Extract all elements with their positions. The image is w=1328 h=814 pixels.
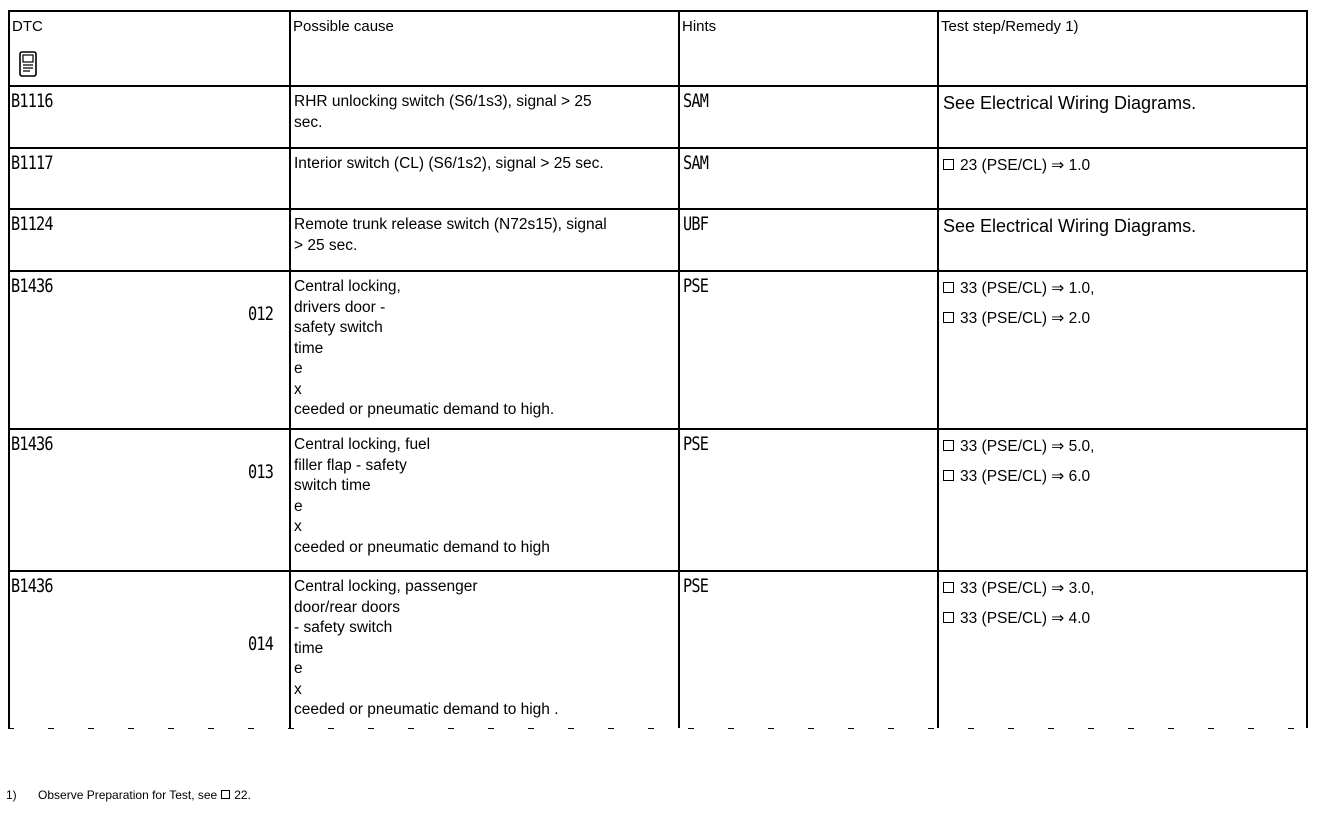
- page-ref-icon: [943, 312, 954, 323]
- row-divider: [8, 270, 1306, 272]
- cause-line: e: [294, 497, 303, 515]
- column-divider: [937, 10, 939, 728]
- cause-line: > 25 sec.: [294, 236, 358, 254]
- cause-line: safety switch: [294, 319, 383, 336]
- hint-code: [683, 91, 714, 113]
- cause-line: - safety switch: [294, 619, 393, 636]
- possible-cause: [294, 92, 673, 133]
- remedy-text: 33 (PSE/CL) ⇒ 3.0,: [960, 580, 1095, 597]
- footnote-text: Observe Preparation for Test, see: [38, 788, 218, 802]
- column-divider: [678, 10, 680, 728]
- cause-line: time: [294, 639, 324, 657]
- cause-line: e: [294, 660, 303, 677]
- header-hints: Hints: [682, 18, 717, 35]
- dtc-code-text: B1116: [11, 90, 53, 112]
- remedy-link[interactable]: [943, 608, 1094, 629]
- dtc-subcode: [248, 304, 286, 326]
- hint-code-text: PSE: [683, 433, 709, 455]
- dtc-code: [11, 434, 63, 456]
- row-divider: [8, 85, 1306, 87]
- page-ref-icon: [943, 582, 954, 593]
- hint-code-text: PSE: [683, 575, 709, 597]
- column-divider: [1306, 10, 1308, 728]
- hint-code: [683, 276, 714, 298]
- cause-line: door/rear doors: [294, 598, 400, 616]
- test-step-remedy: [943, 216, 1196, 237]
- test-step-remedy: [943, 578, 1094, 638]
- dtc-subcode-text: 014: [248, 633, 274, 655]
- cause-line: x: [294, 380, 302, 398]
- remedy-text: 33 (PSE/CL) ⇒ 4.0: [960, 610, 1091, 627]
- remedy-text: See Electrical Wiring Diagrams.: [943, 93, 1197, 113]
- cause-line: drivers door -: [294, 298, 386, 316]
- dtc-code: [11, 91, 63, 113]
- remedy-text: 33 (PSE/CL) ⇒ 5.0,: [960, 438, 1095, 455]
- column-divider: [289, 10, 291, 728]
- remedy-line: [943, 93, 1196, 114]
- cause-line: ceeded or pneumatic demand to high.: [294, 401, 555, 418]
- cause-line: switch time: [294, 477, 371, 494]
- cause-line: Central locking,: [294, 278, 401, 295]
- remedy-link[interactable]: [943, 578, 1094, 599]
- row-divider: [8, 147, 1306, 149]
- hint-code: [683, 214, 714, 236]
- footnote-ref: 22.: [234, 788, 251, 802]
- column-divider: [8, 10, 10, 728]
- hint-code: [683, 434, 714, 456]
- hint-code-text: UBF: [683, 213, 709, 235]
- cause-line: x: [294, 518, 302, 535]
- cause-line: filler flap - safety: [294, 456, 407, 474]
- cause-line: ceeded or pneumatic demand to high .: [294, 701, 559, 718]
- header-cause: Possible cause: [293, 18, 394, 35]
- remedy-link[interactable]: [943, 308, 1094, 329]
- header-dtc: DTC: [12, 18, 43, 35]
- test-step-remedy: [943, 278, 1094, 338]
- dtc-subcode-text: 012: [248, 303, 274, 325]
- remedy-text: 23 (PSE/CL) ⇒ 1.0: [960, 157, 1091, 174]
- dtc-code: [11, 576, 63, 598]
- dtc-subcode: [248, 462, 286, 484]
- hint-code-text: SAM: [683, 152, 709, 174]
- possible-cause: [294, 577, 673, 721]
- remedy-line: [943, 216, 1196, 237]
- page-ref-icon: [221, 790, 230, 799]
- page-ref-icon: [943, 282, 954, 293]
- cause-line: Central locking, passenger: [294, 578, 478, 595]
- row-divider: [8, 208, 1306, 210]
- possible-cause: [294, 435, 673, 558]
- hint-code: [683, 576, 714, 598]
- possible-cause: [294, 154, 673, 175]
- test-step-remedy: [943, 436, 1094, 496]
- cause-line: sec.: [294, 113, 323, 131]
- header-remedy: Test step/Remedy 1): [941, 18, 1079, 35]
- hint-code-text: PSE: [683, 275, 709, 297]
- row-divider: [8, 428, 1306, 430]
- dtc-code-text: B1436: [11, 575, 53, 597]
- page-ref-icon: [943, 159, 954, 170]
- remedy-link[interactable]: [943, 278, 1094, 299]
- cause-line: ceeded or pneumatic demand to high: [294, 538, 550, 556]
- cause-line: RHR unlocking switch (S6/1s3), signal > 25: [294, 93, 592, 110]
- row-divider: [8, 728, 1306, 729]
- cause-line: time: [294, 339, 324, 357]
- page-ref-icon: [943, 470, 954, 481]
- test-step-remedy: [943, 93, 1196, 114]
- remedy-text: See Electrical Wiring Diagrams.: [943, 216, 1197, 236]
- dtc-code-text: B1124: [11, 213, 53, 235]
- dtc-code: [11, 276, 63, 298]
- remedy-link[interactable]: [943, 436, 1094, 457]
- page-ref-icon: [943, 440, 954, 451]
- possible-cause: [294, 215, 673, 256]
- remedy-text: 33 (PSE/CL) ⇒ 6.0: [960, 468, 1091, 485]
- dtc-code: [11, 214, 63, 236]
- row-divider: [8, 570, 1306, 572]
- remedy-link[interactable]: [943, 466, 1094, 487]
- dtc-code-text: B1117: [11, 152, 53, 174]
- hint-code-text: SAM: [683, 90, 709, 112]
- dtc-code-text: B1436: [11, 275, 53, 297]
- scan-tool-icon: [18, 50, 38, 78]
- footnote-marker: 1): [6, 788, 17, 802]
- dtc-code-text: B1436: [11, 433, 53, 455]
- remedy-text: 33 (PSE/CL) ⇒ 1.0,: [960, 280, 1095, 297]
- dtc-subcode: [248, 634, 286, 656]
- row-divider: [8, 10, 1306, 12]
- dtc-code: [11, 153, 63, 175]
- hint-code: [683, 153, 714, 175]
- cause-line: e: [294, 360, 303, 377]
- cause-line: Interior switch (CL) (S6/1s2), signal > 25 sec.: [294, 155, 604, 172]
- dtc-subcode-text: 013: [248, 461, 274, 483]
- test-step-remedy: [943, 155, 1090, 185]
- page-ref-icon: [943, 612, 954, 623]
- remedy-text: 33 (PSE/CL) ⇒ 2.0: [960, 310, 1091, 327]
- cause-line: Remote trunk release switch (N72s15), signal: [294, 216, 607, 233]
- possible-cause: [294, 277, 673, 421]
- cause-line: x: [294, 680, 302, 698]
- footnote: [6, 788, 251, 802]
- remedy-link[interactable]: [943, 155, 1090, 176]
- cause-line: Central locking, fuel: [294, 436, 431, 453]
